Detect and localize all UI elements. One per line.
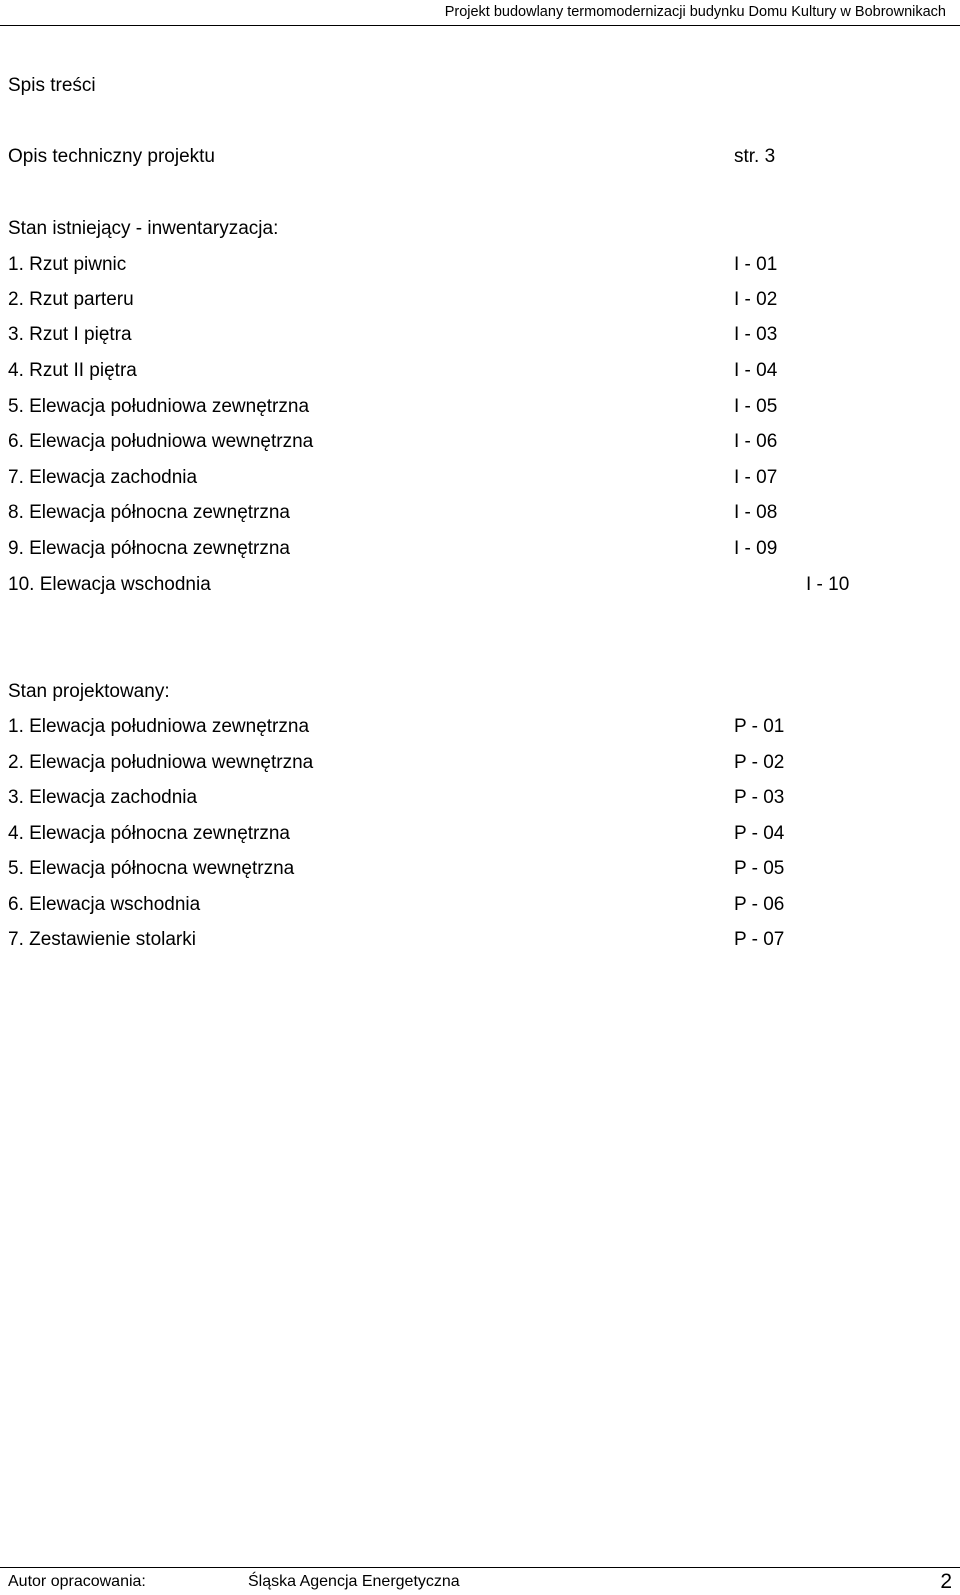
existing-entry-label: 10. Elewacja wschodnia — [8, 574, 211, 595]
existing-entry-code: I - 09 — [734, 538, 778, 559]
existing-entry-label: 1. Rzut piwnic — [8, 254, 127, 275]
designed-entry-code: P - 05 — [734, 858, 785, 879]
designed-entry-label: 7. Zestawienie stolarki — [8, 929, 196, 950]
designed-entry-code: P - 06 — [734, 894, 785, 915]
designed-entry — [8, 823, 908, 845]
designed-entry-label: 1. Elewacja południowa zewnętrzna — [8, 716, 310, 737]
footer-author-label: Autor opracowania: — [8, 1573, 146, 1590]
existing-section-heading: Stan istniejący - inwentaryzacja: — [8, 218, 279, 239]
designed-entry-label: 3. Elewacja zachodnia — [8, 787, 198, 808]
existing-entry — [8, 289, 908, 311]
designed-entry-code: P - 04 — [734, 823, 785, 844]
existing-entry-code: I - 10 — [806, 574, 850, 595]
existing-entry-code: I - 05 — [734, 396, 778, 417]
designed-entry-code: P - 07 — [734, 929, 785, 950]
designed-section-heading: Stan projektowany: — [8, 681, 170, 702]
designed-entry — [8, 929, 908, 951]
existing-entry — [8, 431, 908, 453]
designed-entry-label: 5. Elewacja północna wewnętrzna — [8, 858, 295, 879]
designed-entry — [8, 787, 908, 809]
page-number: 2 — [940, 1570, 952, 1593]
toc-entry-page: str. 3 — [734, 146, 776, 167]
designed-entry-label: 4. Elewacja północna zewnętrzna — [8, 823, 291, 844]
existing-entry-label: 4. Rzut II piętra — [8, 360, 137, 381]
existing-entry-label: 7. Elewacja zachodnia — [8, 467, 198, 488]
footer-author: Śląska Agencja Energetyczna — [248, 1573, 460, 1590]
existing-entry — [8, 538, 908, 560]
designed-entry — [8, 752, 908, 774]
header-title: Projekt budowlany termomodernizacji budynku Domu Kultury w Bobrownikach — [444, 4, 946, 20]
existing-entry-label: 5. Elewacja południowa zewnętrzna — [8, 396, 310, 417]
existing-entry-code: I - 02 — [734, 289, 778, 310]
designed-entry — [8, 858, 908, 880]
existing-entry — [8, 467, 908, 489]
page-footer — [0, 1567, 960, 1595]
toc-heading: Spis treści — [8, 75, 96, 96]
existing-entry-label: 9. Elewacja północna zewnętrzna — [8, 538, 291, 559]
existing-entry-code: I - 01 — [734, 254, 778, 275]
existing-entry-code: I - 07 — [734, 467, 778, 488]
designed-entry-label: 2. Elewacja południowa wewnętrzna — [8, 752, 314, 773]
existing-entry — [8, 502, 908, 524]
existing-entry-label: 6. Elewacja południowa wewnętrzna — [8, 431, 314, 452]
existing-entry — [8, 324, 908, 346]
page-header — [0, 0, 960, 26]
existing-entry-label: 3. Rzut I piętra — [8, 324, 132, 345]
existing-entry — [8, 254, 908, 276]
designed-entry-code: P - 03 — [734, 787, 785, 808]
existing-entry-label: 8. Elewacja północna zewnętrzna — [8, 502, 291, 523]
designed-entry — [8, 894, 908, 916]
designed-entry-label: 6. Elewacja wschodnia — [8, 894, 201, 915]
designed-entry-code: P - 02 — [734, 752, 785, 773]
existing-entry-code: I - 04 — [734, 360, 778, 381]
designed-entry-code: P - 01 — [734, 716, 785, 737]
existing-entry-code: I - 08 — [734, 502, 778, 523]
existing-entry-code: I - 03 — [734, 324, 778, 345]
existing-entry-code: I - 06 — [734, 431, 778, 452]
existing-entry-label: 2. Rzut parteru — [8, 289, 134, 310]
designed-entry — [8, 716, 908, 738]
existing-entry — [8, 396, 908, 418]
toc-entry-opis — [8, 146, 908, 168]
toc-entry-label: Opis techniczny projektu — [8, 146, 215, 167]
existing-entry — [8, 574, 908, 596]
existing-entry — [8, 360, 908, 382]
